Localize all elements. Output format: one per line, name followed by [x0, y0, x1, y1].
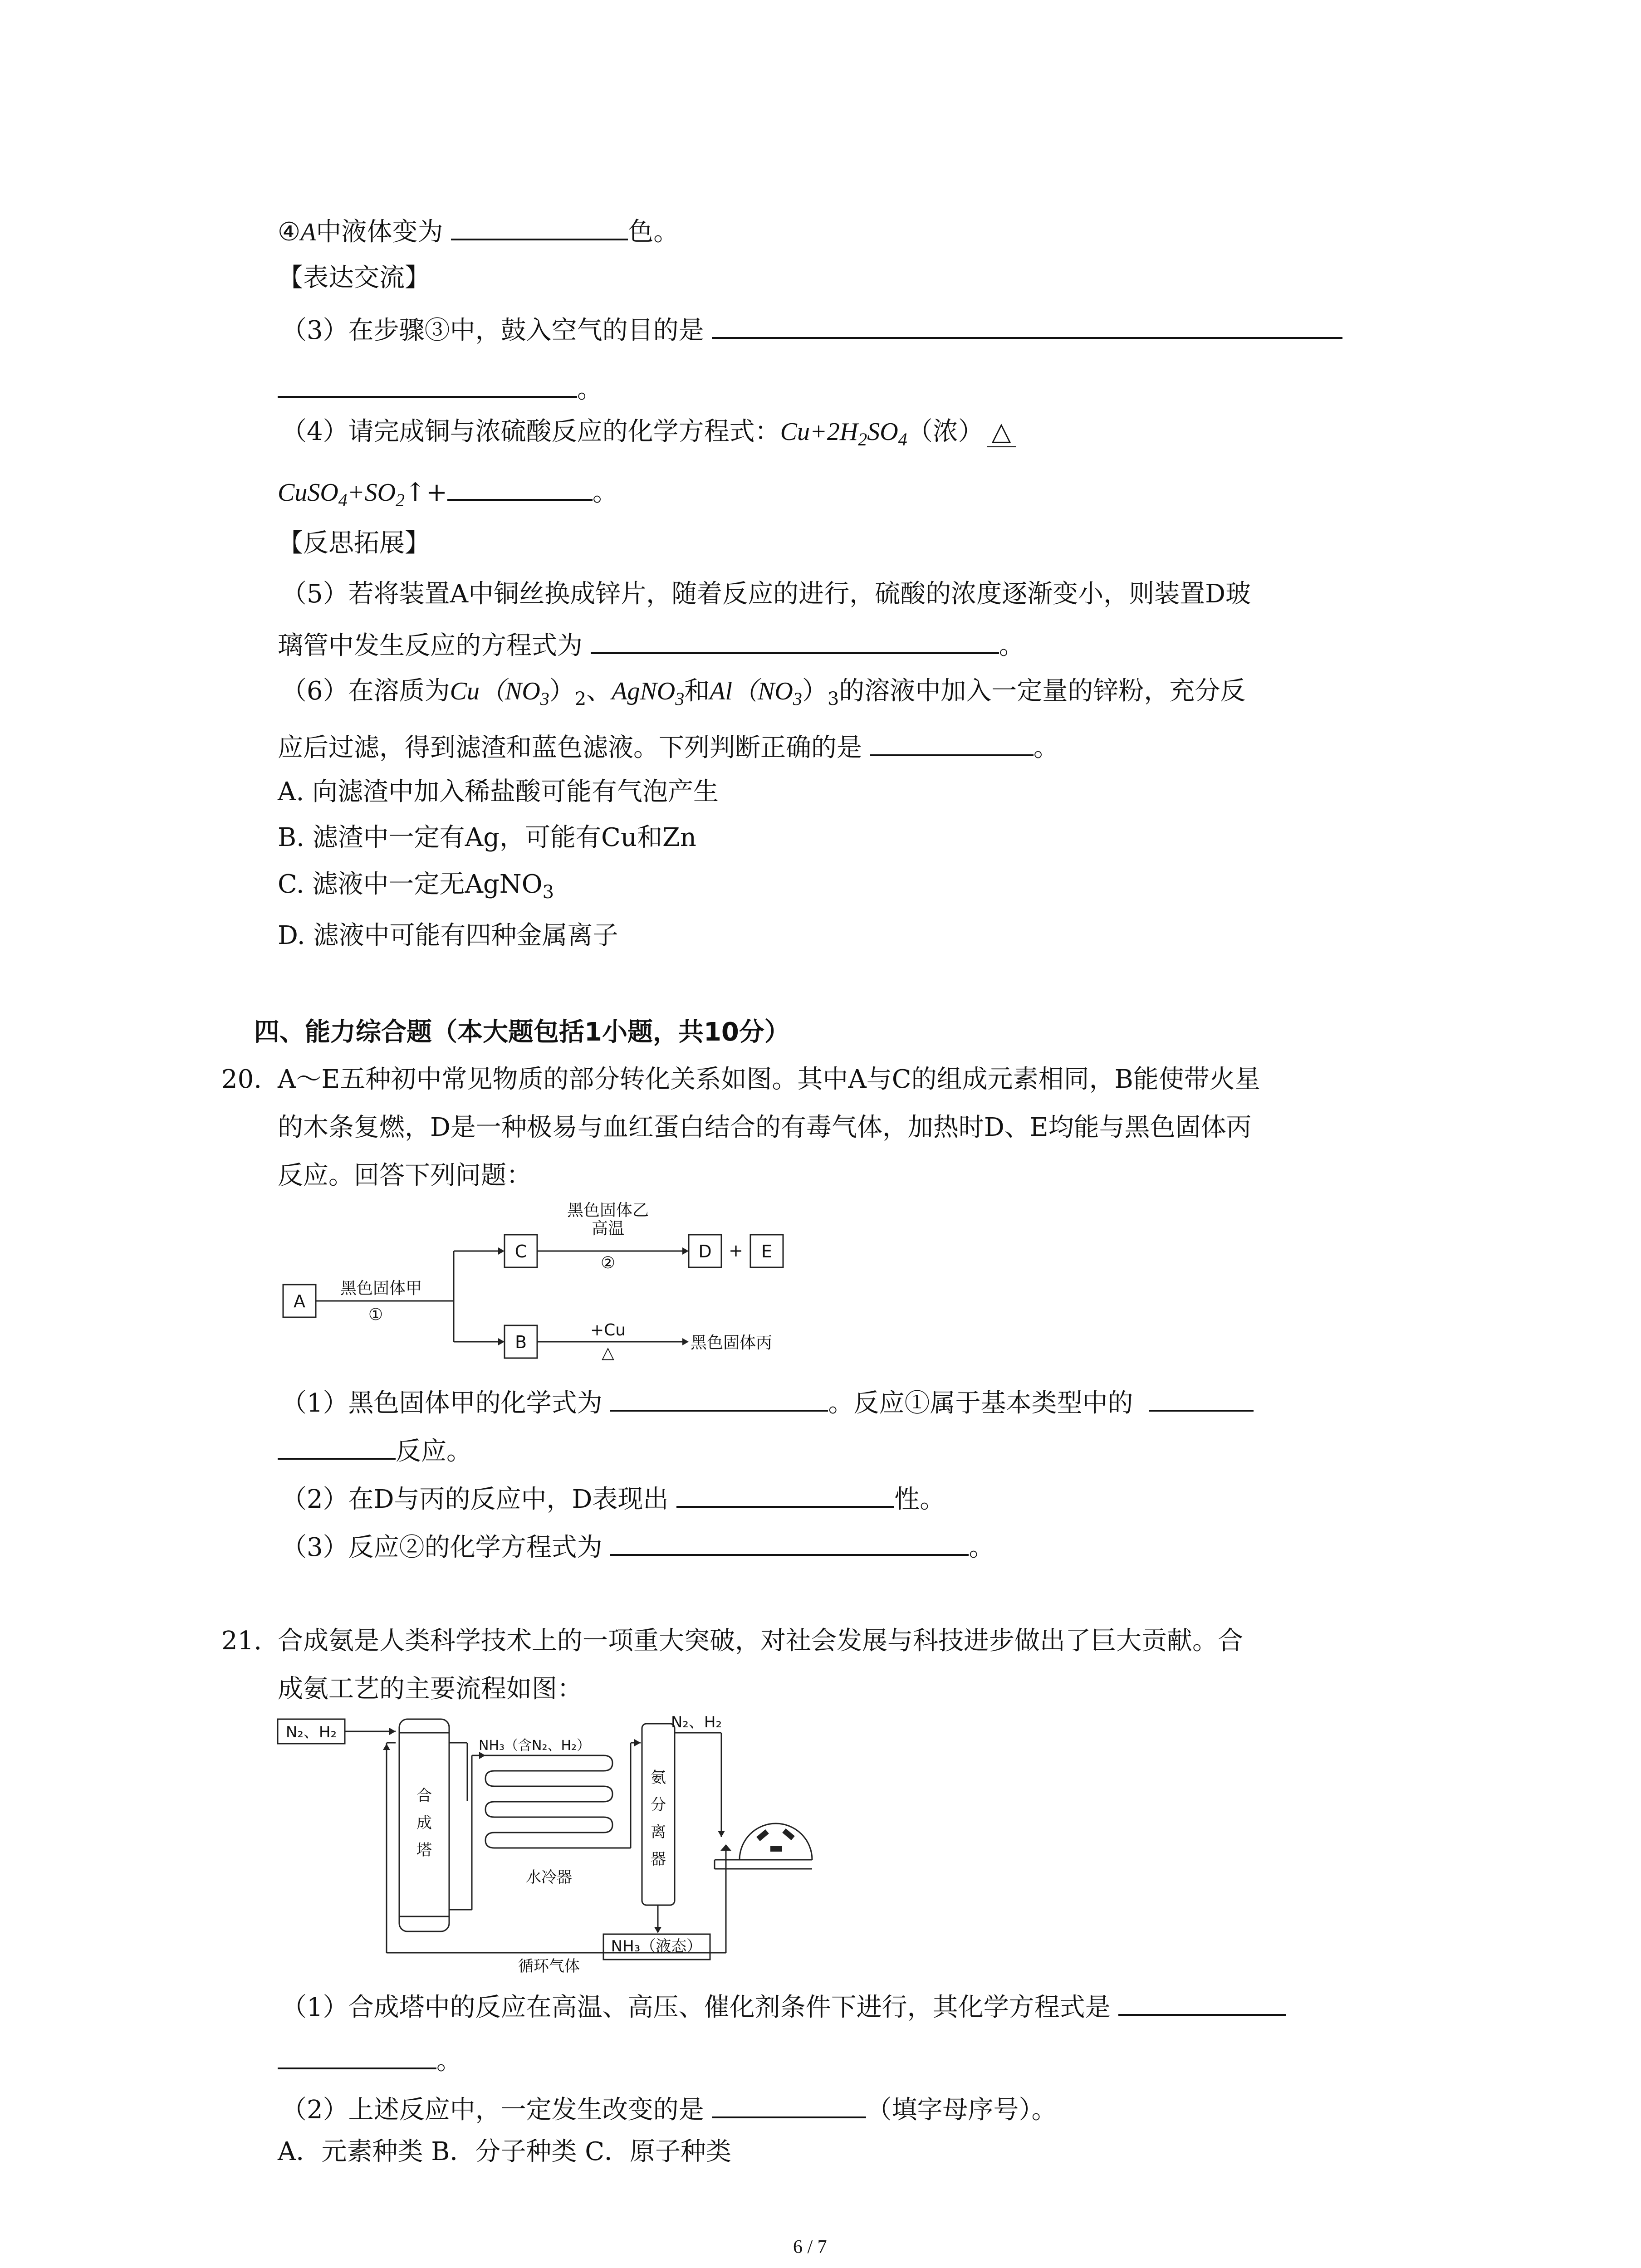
section-title: 四、能力综合题（本大题包括1小题，共10分） [254, 1017, 790, 1047]
q20-diagram [272, 1193, 862, 1365]
label-black-solid-bing: 黑色固体丙 [691, 1334, 773, 1352]
label-reaction-2: ② [600, 1254, 616, 1272]
q19-part3: （3）在步骤③中，鼓入空气的目的是 [281, 311, 1342, 349]
label-black-solid-jia: 黑色固体甲 [340, 1279, 422, 1298]
q21-options: A．元素种类 B．分子种类 C．原子种类 [278, 2137, 732, 2166]
arrow-head [682, 1338, 689, 1345]
mixed-gas-label: NH₃（含N₂、H₂） [479, 1738, 591, 1754]
q19-part6-line2: 应后过滤，得到滤渣和蓝色滤液。下列判断正确的是 。 [278, 728, 1059, 766]
q20-line2: 的木条复燃，D是一种极易与血红蛋白结合的有毒气体，加热时D、E均能与黑色固体丙 [278, 1113, 1252, 1142]
label-heat-delta: △ [602, 1344, 614, 1362]
answer-blank[interactable] [451, 212, 628, 240]
answer-blank[interactable] [591, 626, 999, 654]
q19-part5-line1: （5）若将装置A中铜丝换成锌片，随着反应的进行，硫酸的浓度逐渐变小，则装置D玻 [281, 579, 1251, 609]
arrow-head [682, 1247, 689, 1255]
answer-blank[interactable] [870, 728, 1034, 756]
label-black-solid-yi: 黑色固体乙 [567, 1201, 649, 1220]
q21-part1-cont: 。 [278, 2041, 462, 2079]
feed-label: N₂、H₂ [285, 1723, 337, 1741]
answer-blank[interactable] [610, 1528, 969, 1556]
compressor [740, 1823, 812, 1860]
q19-step4: ④A中液体变为 色。 [278, 212, 679, 250]
q20-part3: （3）反应②的化学方程式为 。 [281, 1528, 994, 1566]
q19-part4-cont: $CuSO_4+SO_2↑+$ 。 [278, 473, 618, 511]
box-e-label: E [761, 1242, 773, 1261]
recycle-gas-label: 循环气体 [518, 1957, 580, 1973]
water-cooler-coil [485, 1755, 612, 1848]
option-b: B. 滤渣中一定有Ag，可能有Cu和Zn [278, 823, 696, 852]
plus-sign: + [729, 1241, 743, 1261]
box-a-label: A [294, 1291, 305, 1311]
liquid-ammonia-label: NH₃（液态） [611, 1937, 702, 1955]
label-reaction-1: ① [368, 1305, 383, 1324]
answer-blank[interactable] [447, 473, 593, 501]
separator-char: 氨 [651, 1769, 666, 1787]
q20-number: 20. [221, 1065, 262, 1094]
page-number: 6 / 7 [793, 2237, 827, 2258]
arrow-head [498, 1338, 505, 1345]
heating-delta: △ [992, 414, 1011, 450]
q19-part5-line2: 璃管中发生反应的方程式为 。 [278, 626, 1024, 664]
q20-line3: 反应。回答下列问题： [278, 1161, 532, 1190]
arrow-head [498, 1247, 505, 1255]
top-outlet-label: N₂、H₂ [671, 1713, 722, 1731]
option-c: C. 滤液中一定无AgNO$_3$ [278, 870, 554, 903]
q20-part2: （2）在D与丙的反应中，D表现出 性。 [281, 1480, 945, 1518]
tower-char: 合 [416, 1787, 432, 1805]
q19-part3-cont: 。 [278, 370, 603, 408]
label-plus-cu: +Cu [590, 1321, 626, 1339]
answer-blank[interactable] [712, 311, 1342, 339]
q21-line1: 合成氨是人类科学技术上的一项重大突破，对社会发展与科技进步做出了巨大贡献。合 [278, 1626, 1243, 1656]
q21-line2: 成氨工艺的主要流程如图： [278, 1674, 583, 1704]
q20-part1-cont: 反应。 [278, 1432, 472, 1470]
answer-blank[interactable] [610, 1383, 828, 1412]
heading-reflect: 【反思拓展】 [278, 528, 430, 558]
option-a: A. 向滤渣中加入稀盐酸可能有气泡产生 [278, 777, 719, 807]
separator-char: 器 [651, 1850, 666, 1868]
answer-blank[interactable] [676, 1480, 894, 1508]
q19-part6-line1: （6）在溶质为$Cu(NO_3)_2$、AgNO$_3$和$Al(NO_3)_3$的溶液中加入一定量的锌粉，充分反 [281, 676, 1246, 710]
q21-diagram [272, 1710, 835, 1973]
answer-blank[interactable] [1118, 1988, 1286, 2016]
answer-blank[interactable] [278, 1432, 396, 1460]
ammonia-separator [642, 1724, 675, 1905]
q21-part1: （1）合成塔中的反应在高温、高压、催化剂条件下进行，其化学方程式是 [281, 1988, 1286, 2026]
answer-blank[interactable] [278, 2041, 436, 2069]
tower-char: 成 [416, 1814, 432, 1832]
cooler-label: 水冷器 [526, 1868, 572, 1887]
answer-blank[interactable] [278, 370, 577, 398]
answer-blank[interactable] [1149, 1383, 1254, 1412]
tower-char: 塔 [416, 1841, 432, 1859]
heading-express: 【表达交流】 [278, 263, 430, 293]
box-c-label: C [514, 1242, 527, 1261]
label-high-temp: 高温 [591, 1219, 625, 1238]
option-d: D. 滤液中可能有四种金属离子 [278, 921, 618, 950]
q20-line1: A～E五种初中常见物质的部分转化关系如图。其中A与C的组成元素相同，B能使带火星 [278, 1065, 1260, 1094]
q20-part1: （1）黑色固体甲的化学式为 。反应①属于基本类型中的 [281, 1383, 1254, 1422]
q19-part4: （4）请完成铜与浓硫酸反应的化学方程式：$Cu+2H_2SO_4$（浓） △ [281, 414, 1011, 450]
q21-number: 21. [221, 1626, 262, 1656]
box-b-label: B [514, 1332, 527, 1352]
answer-blank[interactable] [712, 2090, 866, 2118]
separator-char: 离 [651, 1823, 666, 1841]
separator-char: 分 [651, 1796, 666, 1814]
box-d-label: D [698, 1242, 712, 1261]
q21-part2: （2）上述反应中，一定发生改变的是 （填字母序号）。 [281, 2090, 1057, 2128]
